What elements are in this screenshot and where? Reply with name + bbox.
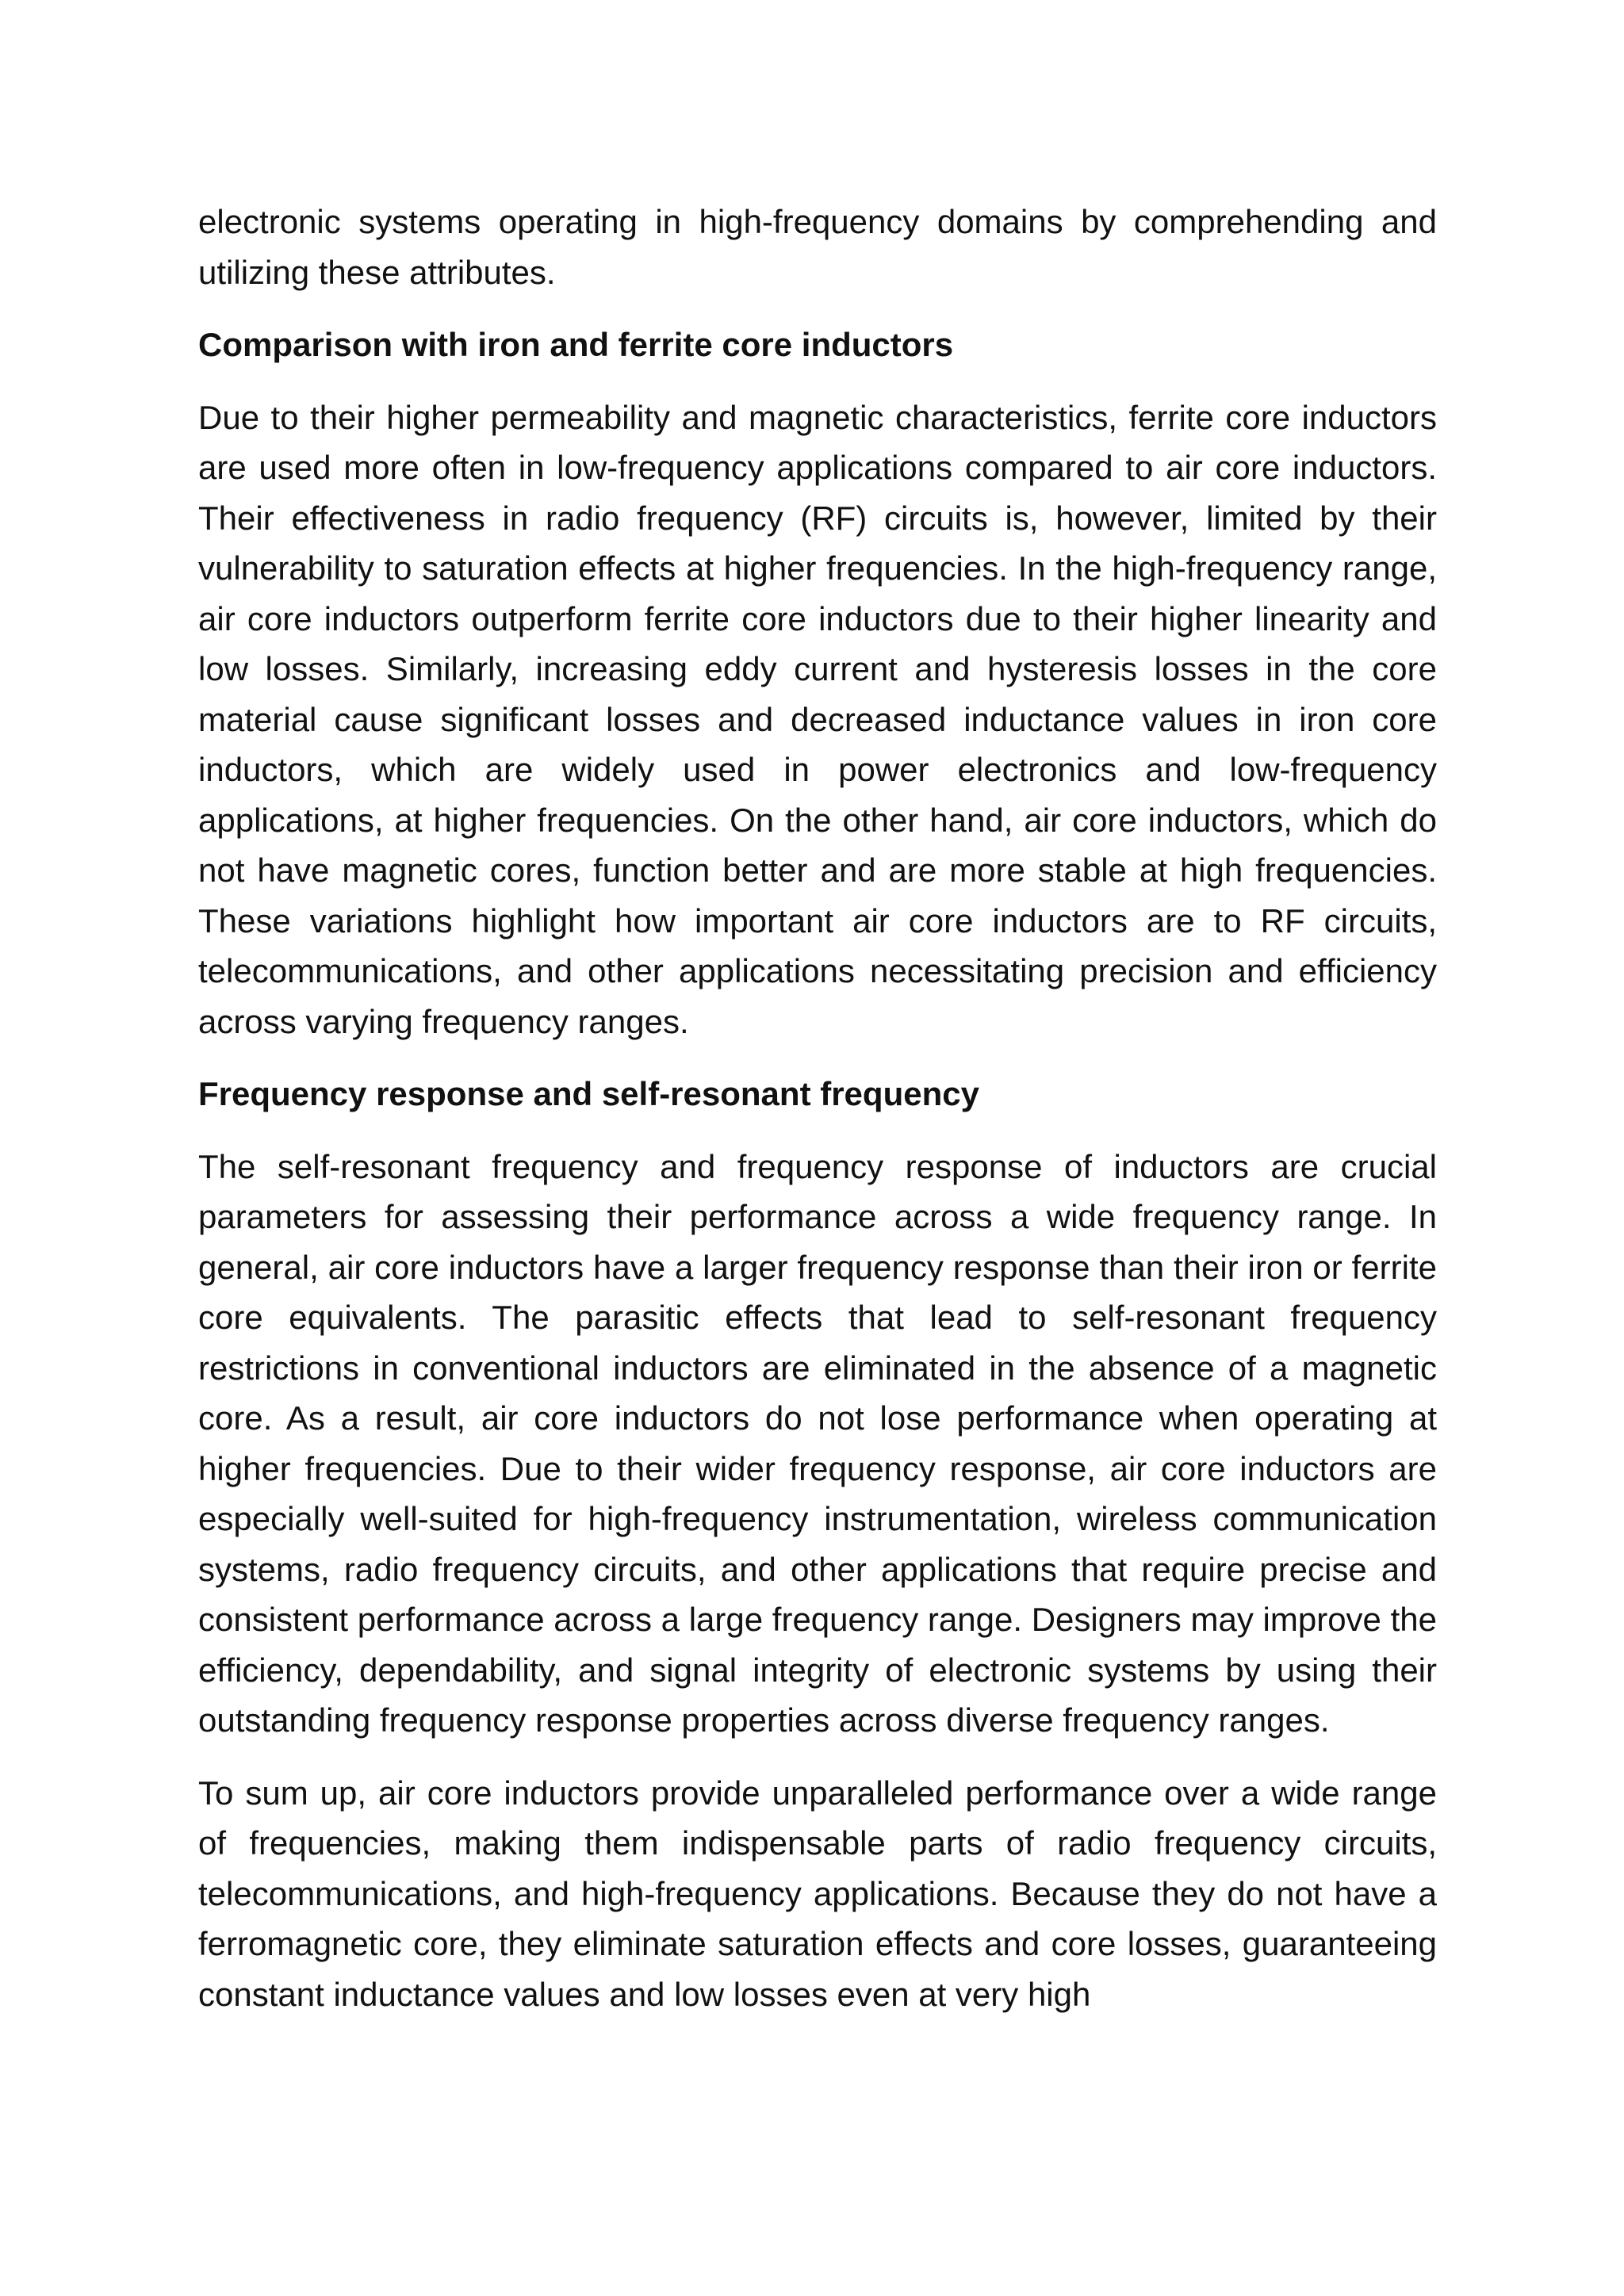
paragraph-frequency-response: The self-resonant frequency and frequency response of inductors are crucial parameters for assessing their performance across a wide frequency range. In general, air core inductors have a larger frequency response than their iron or ferrite core equivalents. The parasitic effects that lead to self-resonant frequency restrictions in conventional inductors are eliminated in the absence of a magnetic core. As a result, air core inductors do not lose performance when operating at higher frequencies. Due to their wider frequency response, air core inductors are especially well-suited for high-frequency instrumentation, wireless communication systems, radio frequency circuits, and other applications that require precise and consistent performance across a large frequency range. Designers may improve the efficiency, dependability, and signal integrity of electronic systems by using their outstanding frequency response properties across diverse frequency ranges. <box>198 1147 1437 1739</box>
paragraph-intro-tail: electronic systems operating in high-frequency domains by comprehending and utilizing these attributes. <box>198 203 1437 291</box>
document-page <box>198 197 1437 2042</box>
paragraph-comparison: Due to their higher permeability and magnetic characteristics, ferrite core inductors are used more often in low-frequency applications compared to air core inductors. Their effectiveness in radio frequency (RF) circuits is, however, limited by their vulnerability to saturation effects at higher frequencies. In the high-frequency range, air core inductors outperform ferrite core inductors due to their higher linearity and low losses. Similarly, increasing eddy current and hysteresis losses in the core material cause significant losses and decreased inductance values in iron core inductors, which are widely used in power electronics and low-frequency applications, at higher frequencies. On the other hand, air core inductors, which do not have magnetic cores, function better and are more stable at high frequencies. These variations highlight how important air core inductors are to RF circuits, telecommunications, and other applications necessitating precision and efficiency across varying frequency ranges. <box>198 398 1437 1040</box>
paragraph-summary: To sum up, air core inductors provide unparalleled performance over a wide range of frequencies, making them indispensable parts of radio frequency circuits, telecommunications, and high-frequency applications. Because they do not have a ferromagnetic core, they eliminate saturation effects and core losses, guaranteeing constant inductance values and low losses even at very high <box>198 1774 1437 2013</box>
heading-comparison: Comparison with iron and ferrite core inductors <box>198 326 954 363</box>
heading-frequency-response: Frequency response and self-resonant frequency <box>198 1075 979 1112</box>
